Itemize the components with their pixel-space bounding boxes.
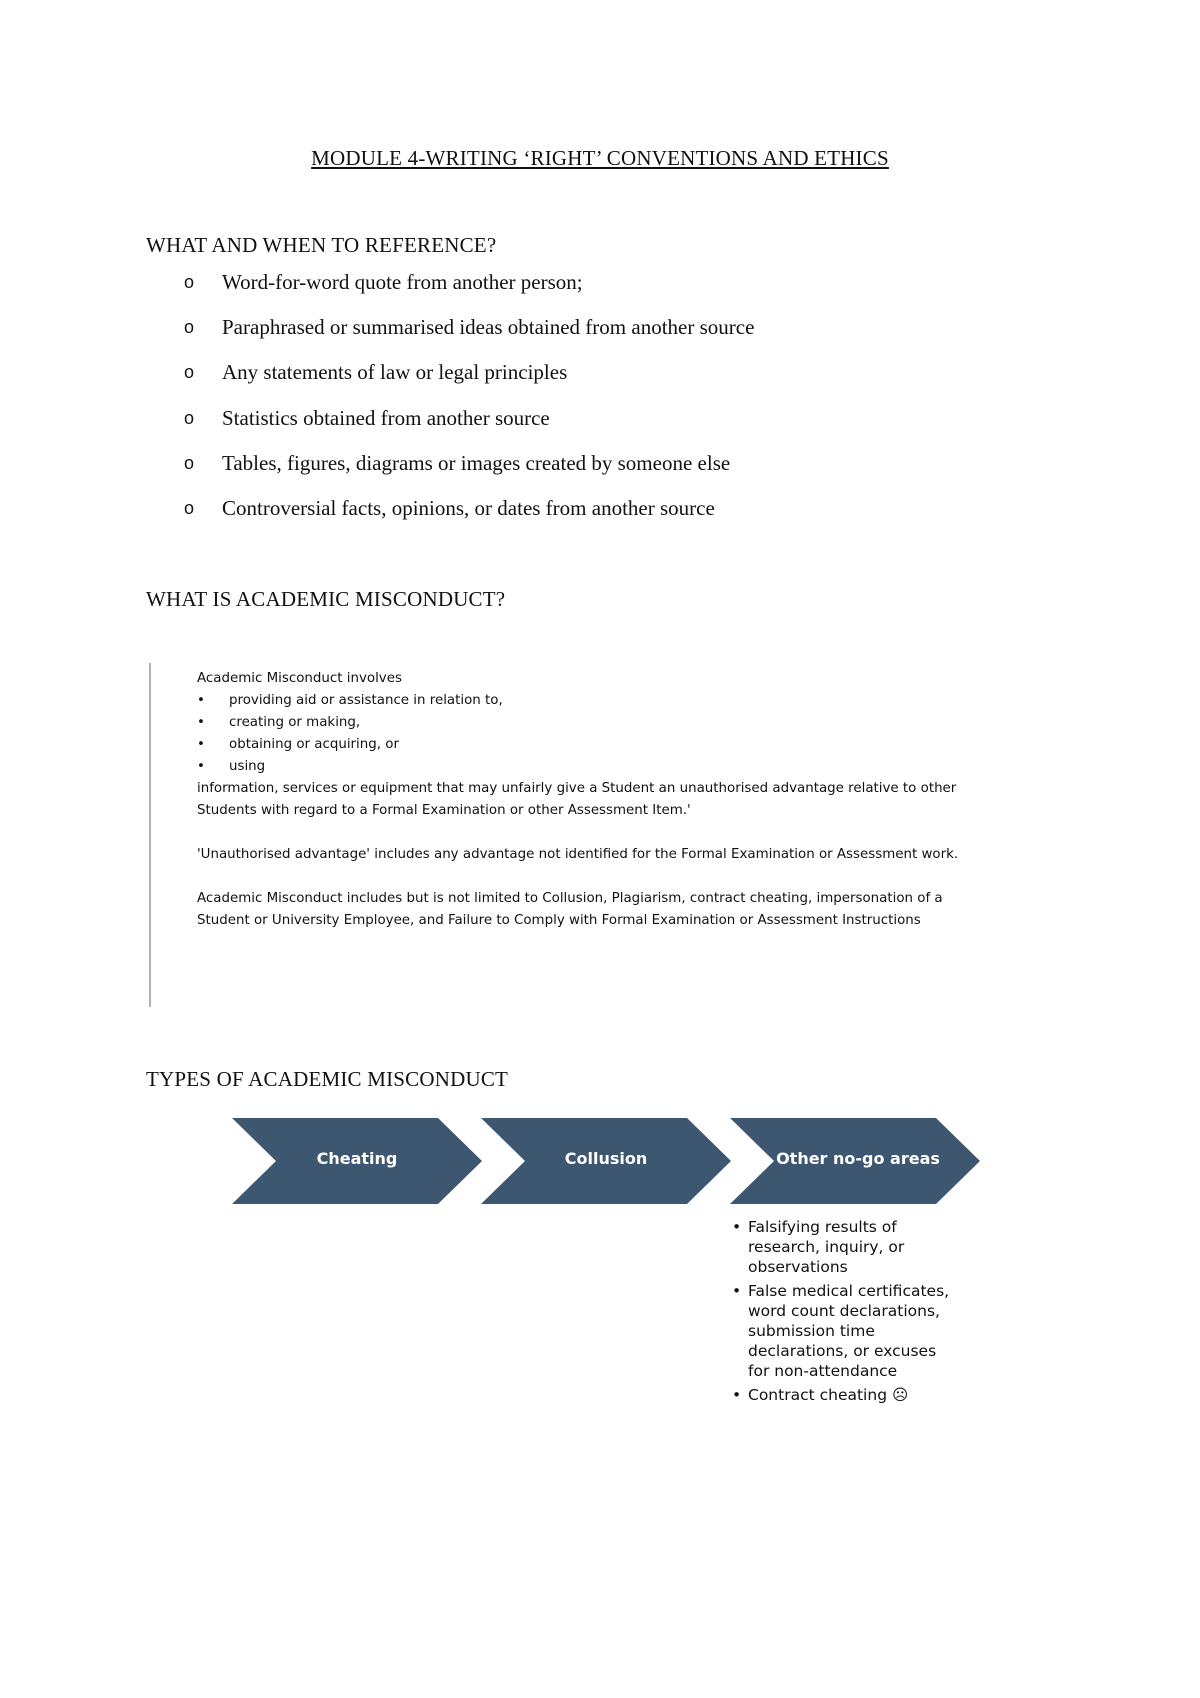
list-item-text: Statistics obtained from another source [222, 405, 550, 430]
includes-line: Student or University Employee, and Failure to Comply with Formal Examination or Assessment Instructions [197, 913, 921, 928]
page-title: MODULE 4-WRITING ‘RIGHT’ CONVENTIONS AND ETHICS [311, 146, 889, 170]
bullet: • [732, 1282, 742, 1300]
list-item-text: Word-for-word quote from another person; [222, 270, 583, 294]
chevron-label-other: Other no-go areas [776, 1149, 940, 1168]
list-item-text: Contract cheating ☹ [748, 1386, 909, 1404]
quote-intro: Academic Misconduct involves [197, 671, 402, 686]
advantage-note: 'Unauthorised advantage' includes any advantage not identified for the Formal Examination or Assessment work. [197, 847, 959, 862]
section-heading-misconduct: WHAT IS ACADEMIC MISCONDUCT? [146, 587, 506, 611]
list-item-text: providing aid or assistance in relation to, [229, 693, 503, 708]
bullet: o [184, 452, 195, 473]
chevron-label-cheating: Cheating [316, 1149, 398, 1168]
misconduct-quote [197, 668, 1047, 932]
bullet: • [197, 715, 205, 730]
bullet: o [184, 407, 195, 428]
list-item [184, 270, 754, 315]
list-item-text: obtaining or acquiring, or [229, 737, 399, 752]
definition-line: Students with regard to a Formal Examination or other Assessment Item.' [197, 803, 691, 818]
list-item [184, 406, 754, 451]
section-heading-reference: WHAT AND WHEN TO REFERENCE? [146, 233, 497, 257]
list-item [732, 1217, 962, 1277]
list-item-text: Any statements of law or legal principles [222, 360, 568, 385]
quote-bullet-list [197, 690, 1047, 778]
bullet: • [732, 1218, 742, 1236]
list-item [184, 451, 754, 496]
list-item-text: Falsifying results of research, inquiry, or observations [748, 1218, 905, 1276]
list-item-text: Paraphrased or summarised ideas obtained from another source [222, 315, 755, 340]
list-item [184, 496, 754, 541]
list-item-text: False medical certificates, word count declarations, submission time declarations, or excuses for non-attendance [748, 1282, 950, 1380]
list-item-text: creating or making, [229, 715, 361, 730]
list-item [197, 712, 1047, 734]
bullet: o [184, 317, 195, 338]
quote-bar [149, 663, 151, 1007]
list-item [197, 690, 1047, 712]
list-item [184, 315, 754, 360]
list-item [184, 360, 754, 405]
bullet: o [184, 272, 195, 292]
list-item-text: Tables, figures, diagrams or images created by someone else [222, 450, 731, 475]
bullet: o [184, 362, 195, 383]
other-no-go-list [732, 1217, 962, 1409]
list-item [197, 756, 1047, 778]
reference-list [184, 270, 754, 541]
chevron-label-collusion: Collusion [564, 1149, 648, 1168]
misconduct-types-chevrons [232, 1116, 1002, 1206]
list-item [197, 734, 1047, 756]
section-heading-types: TYPES OF ACADEMIC MISCONDUCT [146, 1067, 509, 1091]
list-item-text: using [229, 759, 266, 774]
list-item-text: Controversial facts, opinions, or dates from another source [222, 495, 715, 520]
list-item [732, 1281, 962, 1381]
bullet: • [732, 1386, 742, 1404]
definition-line: information, services or equipment that may unfairly give a Student an unauthorised advantage relative to other [197, 781, 957, 796]
bullet: • [197, 693, 205, 708]
list-item [732, 1385, 962, 1405]
includes-line: Academic Misconduct includes but is not limited to Collusion, Plagiarism, contract cheating, impersonation of a [197, 891, 943, 906]
bullet: o [184, 497, 195, 518]
bullet: • [197, 759, 205, 774]
bullet: • [197, 737, 205, 752]
